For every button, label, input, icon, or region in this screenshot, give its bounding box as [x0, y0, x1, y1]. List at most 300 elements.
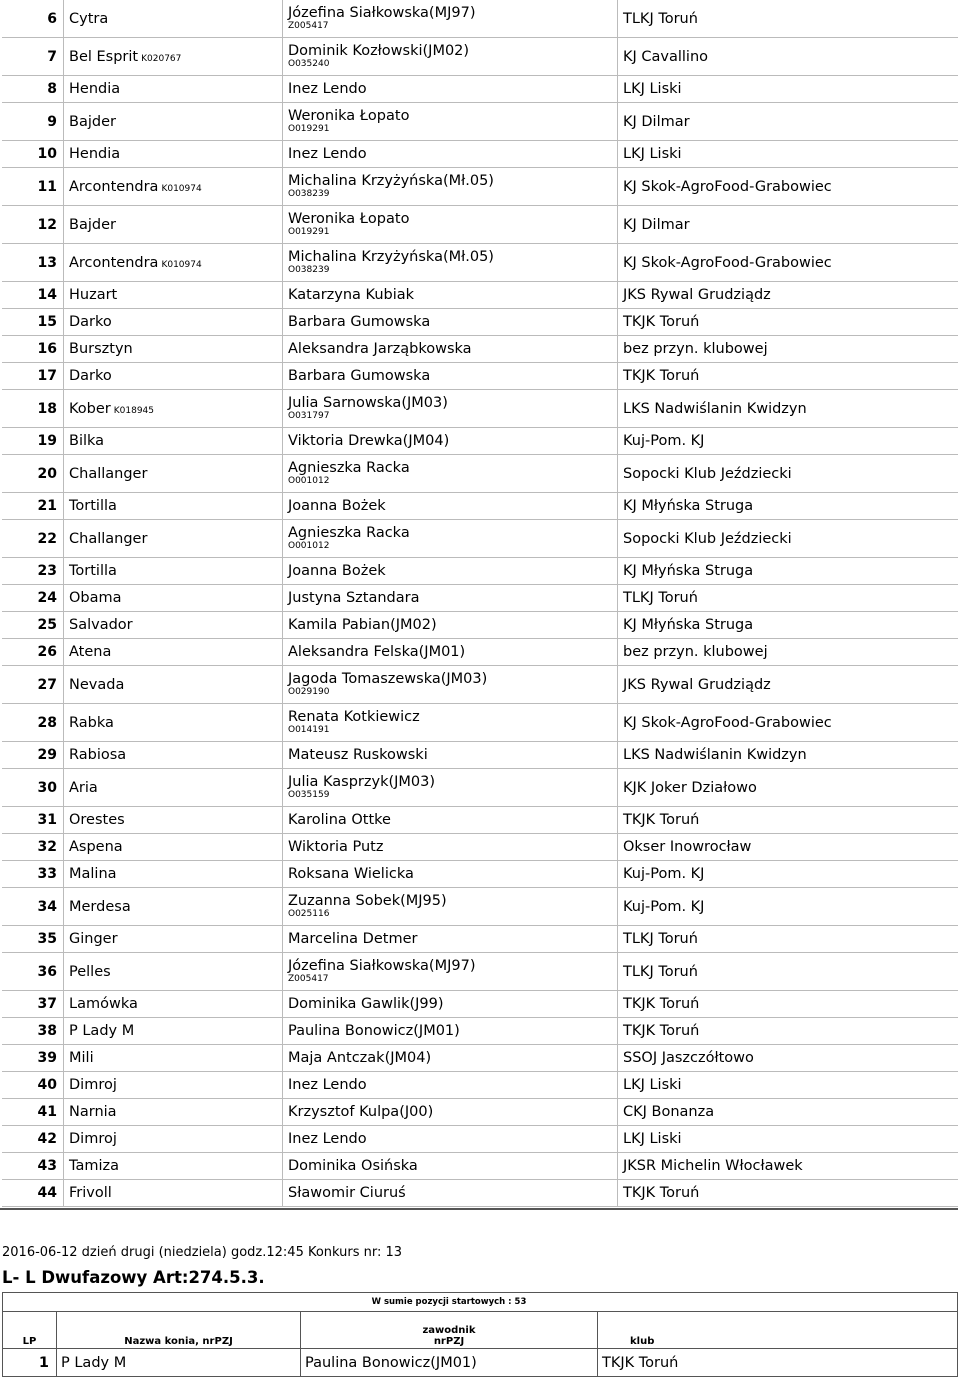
- entry-number: 8: [2, 76, 64, 103]
- table-row: [2, 363, 958, 390]
- total-entries-count: W sumie pozycji startowych : 53: [301, 1293, 598, 1312]
- rider-name: Michalina Krzyżyńska(Mł.05): [288, 173, 494, 189]
- horse-cell: [64, 926, 283, 953]
- club-name: LKJ Liski: [618, 1072, 959, 1099]
- rider-name: Józefina Siałkowska(MJ97): [288, 958, 476, 974]
- rider-name: Roksana Wielicka: [288, 866, 414, 882]
- rider-name: Marcelina Detmer: [288, 931, 418, 947]
- rider-name: Michalina Krzyżyńska(Mł.05): [288, 249, 494, 265]
- rider-cell: [283, 38, 618, 76]
- horse-name: Darko: [69, 368, 112, 384]
- club-name: Sopocki Klub Jeździecki: [618, 520, 959, 558]
- horse-name: Huzart: [69, 287, 118, 303]
- rider-name: Sławomir Ciuruś: [288, 1185, 406, 1201]
- rider-id: O035159: [288, 790, 330, 800]
- rider-cell: [283, 390, 618, 428]
- rider-cell: [283, 363, 618, 390]
- rider-name: Paulina Bonowicz(JM01): [288, 1023, 460, 1039]
- club-name: TKJK Toruń: [618, 807, 959, 834]
- rider-cell: [283, 888, 618, 926]
- table-row: [2, 861, 958, 888]
- club-name: KJ Skok-AgroFood-Grabowiec: [618, 244, 959, 282]
- entry-number: 26: [2, 639, 64, 666]
- entry-number: 41: [2, 1099, 64, 1126]
- club-name: TKJK Toruń: [598, 1349, 958, 1377]
- table-row: [2, 520, 958, 558]
- entry-number: 36: [2, 953, 64, 991]
- rider-name: Paulina Bonowicz(JM01): [301, 1349, 598, 1377]
- table-row: [2, 244, 958, 282]
- header-horse: Nazwa konia, nrPZJ: [57, 1312, 301, 1349]
- rider-cell: [283, 1126, 618, 1153]
- rider-id: O031797: [288, 411, 330, 421]
- entry-number: 33: [2, 861, 64, 888]
- rider-name: Aleksandra Jarząbkowska: [288, 341, 472, 357]
- rider-cell: [283, 666, 618, 704]
- horse-name: Obama: [69, 590, 122, 606]
- entry-number: 38: [2, 1018, 64, 1045]
- rider-cell: [283, 141, 618, 168]
- rider-name: Wiktoria Putz: [288, 839, 384, 855]
- rider-cell: [283, 612, 618, 639]
- club-name: LKS Nadwiślanin Kwidzyn: [618, 742, 959, 769]
- rider-cell: [283, 1018, 618, 1045]
- horse-cell: [64, 309, 283, 336]
- club-name: bez przyn. klubowej: [618, 639, 959, 666]
- horse-name: Bursztyn: [69, 341, 133, 357]
- horse-id: K010974: [161, 259, 202, 270]
- entry-number: 27: [2, 666, 64, 704]
- table-row: [2, 953, 958, 991]
- rider-cell: [283, 206, 618, 244]
- club-name: JKS Rywal Grudziądz: [618, 666, 959, 704]
- club-name: JKS Rywal Grudziądz: [618, 282, 959, 309]
- rider-cell: [283, 834, 618, 861]
- horse-cell: [64, 1126, 283, 1153]
- club-name: KJ Młyńska Struga: [618, 558, 959, 585]
- table-row: [2, 1153, 958, 1180]
- rider-cell: [283, 336, 618, 363]
- rider-name: Maja Antczak(JM04): [288, 1050, 432, 1066]
- horse-name: Bajder: [69, 216, 116, 233]
- horse-name: P Lady M: [57, 1349, 301, 1377]
- horse-name: Lamówka: [69, 996, 138, 1012]
- table-row: [2, 1072, 958, 1099]
- club-name: LKJ Liski: [618, 1126, 959, 1153]
- club-name: TLKJ Toruń: [618, 0, 959, 38]
- entry-number: 44: [2, 1180, 64, 1207]
- horse-cell: [64, 168, 283, 206]
- rider-cell: [283, 926, 618, 953]
- rider-id: O038239: [288, 265, 330, 275]
- rider-id: O001012: [288, 541, 330, 551]
- rider-cell: [283, 244, 618, 282]
- horse-name: Mili: [69, 1050, 94, 1066]
- entry-number: 14: [2, 282, 64, 309]
- club-name: KJ Młyńska Struga: [618, 493, 959, 520]
- rider-name: Mateusz Ruskowski: [288, 747, 428, 763]
- table-row: [2, 666, 958, 704]
- horse-name: Aspena: [69, 839, 123, 855]
- horse-cell: [64, 363, 283, 390]
- header-club: klub: [598, 1312, 958, 1349]
- table-row: [2, 141, 958, 168]
- club-name: KJ Cavallino: [618, 38, 959, 76]
- entry-number: 25: [2, 612, 64, 639]
- entry-number: 23: [2, 558, 64, 585]
- competition-table: [2, 1292, 958, 1377]
- horse-cell: [64, 76, 283, 103]
- table-row: [2, 807, 958, 834]
- table-row: [2, 455, 958, 493]
- rider-cell: [283, 1153, 618, 1180]
- rider-cell: [283, 428, 618, 455]
- horse-name: Pelles: [69, 963, 111, 980]
- rider-cell: [283, 1072, 618, 1099]
- club-name: KJ Młyńska Struga: [618, 612, 959, 639]
- table-row: [2, 991, 958, 1018]
- entry-number: 7: [2, 38, 64, 76]
- horse-cell: [64, 585, 283, 612]
- entry-number: 35: [2, 926, 64, 953]
- rider-name: Katarzyna Kubiak: [288, 287, 415, 303]
- club-name: KJK Joker Działowo: [618, 769, 959, 807]
- rider-name: Joanna Bożek: [288, 498, 386, 514]
- entry-number: 13: [2, 244, 64, 282]
- rider-id: O001012: [288, 476, 330, 486]
- rider-name: Julia Sarnowska(JM03): [288, 395, 448, 411]
- entry-number: 31: [2, 807, 64, 834]
- table-row: [2, 336, 958, 363]
- table-row: [2, 1045, 958, 1072]
- rider-cell: [283, 103, 618, 141]
- horse-cell: [64, 0, 283, 38]
- rider-cell: [283, 493, 618, 520]
- entry-number: 12: [2, 206, 64, 244]
- horse-name: Hendia: [69, 81, 121, 97]
- horse-name: Cytra: [69, 10, 109, 27]
- club-name: TLKJ Toruń: [618, 585, 959, 612]
- rider-name: Weronika Łopato: [288, 108, 410, 124]
- rider-name: Julia Kasprzyk(JM03): [288, 774, 436, 790]
- rider-name: Agnieszka Racka: [288, 525, 410, 541]
- club-name: KJ Dilmar: [618, 103, 959, 141]
- table-row: [2, 639, 958, 666]
- competition-date-line: 2016-06-12 dzień drugi (niedziela) godz.12:45 Konkurs nr: 13: [2, 1245, 403, 1260]
- entry-number: 17: [2, 363, 64, 390]
- table-row: [2, 1126, 958, 1153]
- table-row: [2, 493, 958, 520]
- horse-cell: [64, 520, 283, 558]
- entry-number: 21: [2, 493, 64, 520]
- rider-name: Krzysztof Kulpa(J00): [288, 1104, 434, 1120]
- table-row: [2, 1180, 958, 1207]
- rider-name: Justyna Sztandara: [288, 590, 420, 606]
- horse-cell: [64, 888, 283, 926]
- rider-name: Inez Lendo: [288, 1131, 367, 1147]
- entry-number: 16: [2, 336, 64, 363]
- horse-cell: [64, 493, 283, 520]
- table-row: [2, 206, 958, 244]
- club-name: SSOJ Jaszczółtowo: [618, 1045, 959, 1072]
- table-row: [2, 834, 958, 861]
- table-row: [2, 1018, 958, 1045]
- horse-cell: [64, 1153, 283, 1180]
- horse-cell: [64, 991, 283, 1018]
- rider-name: Karolina Ottke: [288, 812, 391, 828]
- entry-number: 9: [2, 103, 64, 141]
- competition-title: L- L Dwufazowy Art:274.5.3.: [2, 1268, 265, 1287]
- horse-cell: [64, 336, 283, 363]
- horse-name: Aria: [69, 779, 98, 796]
- rider-name: Barbara Gumowska: [288, 368, 431, 384]
- rider-name: Viktoria Drewka(JM04): [288, 433, 450, 449]
- rider-cell: [283, 639, 618, 666]
- horse-cell: [64, 558, 283, 585]
- rider-cell: [283, 0, 618, 38]
- horse-name: Dimroj: [69, 1131, 117, 1147]
- rider-name: Renata Kotkiewicz: [288, 709, 420, 725]
- entry-number: 42: [2, 1126, 64, 1153]
- horse-name: P Lady M: [69, 1023, 135, 1039]
- horse-cell: [64, 428, 283, 455]
- start-list-body: [2, 0, 958, 1207]
- table-row: [2, 769, 958, 807]
- horse-name: Nevada: [69, 676, 125, 693]
- rider-id: O019291: [288, 124, 330, 134]
- entry-number: 43: [2, 1153, 64, 1180]
- horse-name: Salvador: [69, 617, 133, 633]
- rider-cell: [283, 953, 618, 991]
- horse-name: Tortilla: [69, 498, 117, 514]
- entry-number: 19: [2, 428, 64, 455]
- horse-cell: [64, 103, 283, 141]
- club-name: TKJK Toruń: [618, 991, 959, 1018]
- club-name: Kuj-Pom. KJ: [618, 861, 959, 888]
- horse-cell: [64, 704, 283, 742]
- rider-name: Joanna Bożek: [288, 563, 386, 579]
- club-name: LKS Nadwiślanin Kwidzyn: [618, 390, 959, 428]
- table-row: [2, 926, 958, 953]
- club-name: TLKJ Toruń: [618, 953, 959, 991]
- horse-name: Rabiosa: [69, 747, 127, 763]
- rider-id: O029190: [288, 687, 330, 697]
- table-row: [2, 558, 958, 585]
- horse-name: Arcontendra: [69, 178, 159, 195]
- horse-cell: [64, 807, 283, 834]
- rider-name: Agnieszka Racka: [288, 460, 410, 476]
- club-name: TKJK Toruń: [618, 309, 959, 336]
- rider-cell: [283, 558, 618, 585]
- horse-cell: [64, 953, 283, 991]
- table-row: [2, 38, 958, 76]
- club-name: TLKJ Toruń: [618, 926, 959, 953]
- entry-number: 30: [2, 769, 64, 807]
- horse-name: Tortilla: [69, 563, 117, 579]
- table-row: [2, 585, 958, 612]
- horse-cell: [64, 206, 283, 244]
- header-lp: LP: [3, 1312, 57, 1349]
- horse-name: Arcontendra: [69, 254, 159, 271]
- entry-number: 15: [2, 309, 64, 336]
- horse-name: Dimroj: [69, 1077, 117, 1093]
- rider-id: O019291: [288, 227, 330, 237]
- rider-cell: [283, 807, 618, 834]
- entry-number: 10: [2, 141, 64, 168]
- entry-number: 1: [3, 1349, 57, 1377]
- rider-cell: [283, 520, 618, 558]
- horse-name: Merdesa: [69, 898, 131, 915]
- horse-name: Hendia: [69, 146, 121, 162]
- table-row: [2, 428, 958, 455]
- club-name: bez przyn. klubowej: [618, 336, 959, 363]
- horse-name: Tamiza: [69, 1158, 119, 1174]
- table-row: [3, 1349, 958, 1377]
- rider-name: Inez Lendo: [288, 146, 367, 162]
- club-name: KJ Dilmar: [618, 206, 959, 244]
- rider-name: Aleksandra Felska(JM01): [288, 644, 466, 660]
- horse-name: Challanger: [69, 465, 148, 482]
- rider-cell: [283, 769, 618, 807]
- horse-name: Frivoll: [69, 1185, 112, 1201]
- entry-number: 40: [2, 1072, 64, 1099]
- horse-name: Narnia: [69, 1104, 117, 1120]
- horse-name: Bajder: [69, 113, 116, 130]
- horse-cell: [64, 282, 283, 309]
- entry-number: 24: [2, 585, 64, 612]
- entry-number: 37: [2, 991, 64, 1018]
- entry-number: 28: [2, 704, 64, 742]
- club-name: TKJK Toruń: [618, 363, 959, 390]
- rider-name: Dominika Osińska: [288, 1158, 418, 1174]
- horse-cell: [64, 612, 283, 639]
- rider-name: Józefina Siałkowska(MJ97): [288, 5, 476, 21]
- rider-cell: [283, 1099, 618, 1126]
- horse-cell: [64, 1099, 283, 1126]
- table-row: [2, 168, 958, 206]
- table-row: [2, 103, 958, 141]
- table-row: [2, 390, 958, 428]
- competition-header-row: [3, 1312, 958, 1349]
- table-row: [2, 704, 958, 742]
- rider-name: Dominik Kozłowski(JM02): [288, 43, 470, 59]
- rider-cell: [283, 742, 618, 769]
- club-name: Kuj-Pom. KJ: [618, 428, 959, 455]
- horse-name: Malina: [69, 866, 117, 882]
- rider-id: O038239: [288, 189, 330, 199]
- header-rider: zawodnik nrPZJ: [301, 1312, 598, 1349]
- rider-cell: [283, 861, 618, 888]
- horse-cell: [64, 38, 283, 76]
- rider-cell: [283, 76, 618, 103]
- horse-cell: [64, 666, 283, 704]
- horse-cell: [64, 1018, 283, 1045]
- club-name: CKJ Bonanza: [618, 1099, 959, 1126]
- horse-name: Atena: [69, 644, 112, 660]
- rider-cell: [283, 282, 618, 309]
- club-name: KJ Skok-AgroFood-Grabowiec: [618, 704, 959, 742]
- horse-cell: [64, 834, 283, 861]
- club-name: Sopocki Klub Jeździecki: [618, 455, 959, 493]
- horse-name: Darko: [69, 314, 112, 330]
- horse-id: K010974: [161, 183, 202, 194]
- club-name: Okser Inowrocław: [618, 834, 959, 861]
- horse-name: Bilka: [69, 433, 105, 449]
- table-row: [2, 309, 958, 336]
- table-row: [2, 1099, 958, 1126]
- entry-number: 18: [2, 390, 64, 428]
- rider-cell: [283, 704, 618, 742]
- horse-cell: [64, 861, 283, 888]
- club-name: LKJ Liski: [618, 141, 959, 168]
- rider-name: Jagoda Tomaszewska(JM03): [288, 671, 488, 687]
- club-name: TKJK Toruń: [618, 1180, 959, 1207]
- rider-cell: [283, 585, 618, 612]
- rider-id: O014191: [288, 725, 330, 735]
- table-row: [2, 612, 958, 639]
- horse-name: Orestes: [69, 812, 125, 828]
- club-name: JKSR Michelin Włocławek: [618, 1153, 959, 1180]
- horse-cell: [64, 1045, 283, 1072]
- rider-name: Kamila Pabian(JM02): [288, 617, 437, 633]
- horse-cell: [64, 455, 283, 493]
- rider-id: Z005417: [288, 21, 329, 31]
- entry-number: 32: [2, 834, 64, 861]
- section-divider: [0, 1208, 958, 1210]
- rider-name: Inez Lendo: [288, 81, 367, 97]
- horse-id: K018945: [113, 405, 155, 416]
- horse-name: Bel Esprit: [69, 48, 139, 65]
- entry-number: 22: [2, 520, 64, 558]
- club-name: TKJK Toruń: [618, 1018, 959, 1045]
- start-list-table: [2, 0, 958, 1207]
- entry-number: 39: [2, 1045, 64, 1072]
- horse-name: Ginger: [69, 931, 118, 947]
- rider-name: Barbara Gumowska: [288, 314, 431, 330]
- table-row: [2, 888, 958, 926]
- rider-cell: [283, 1045, 618, 1072]
- entry-number: 34: [2, 888, 64, 926]
- entry-number: 6: [2, 0, 64, 38]
- rider-id: Z005417: [288, 974, 329, 984]
- table-row: [2, 76, 958, 103]
- horse-cell: [64, 769, 283, 807]
- rider-cell: [283, 991, 618, 1018]
- entry-number: 20: [2, 455, 64, 493]
- rider-name: Inez Lendo: [288, 1077, 367, 1093]
- rider-id: O035240: [288, 59, 330, 69]
- horse-cell: [64, 390, 283, 428]
- rider-name: Weronika Łopato: [288, 211, 410, 227]
- rider-name: Zuzanna Sobek(MJ95): [288, 893, 447, 909]
- horse-name: Kober: [69, 400, 111, 417]
- horse-cell: [64, 1180, 283, 1207]
- rider-name: Dominika Gawlik(J99): [288, 996, 444, 1012]
- horse-cell: [64, 1072, 283, 1099]
- entry-number: 11: [2, 168, 64, 206]
- rider-cell: [283, 309, 618, 336]
- horse-cell: [64, 742, 283, 769]
- horse-cell: [64, 141, 283, 168]
- rider-cell: [283, 1180, 618, 1207]
- club-name: LKJ Liski: [618, 76, 959, 103]
- horse-name: Rabka: [69, 714, 114, 731]
- rider-cell: [283, 455, 618, 493]
- rider-cell: [283, 168, 618, 206]
- horse-cell: [64, 244, 283, 282]
- club-name: KJ Skok-AgroFood-Grabowiec: [618, 168, 959, 206]
- table-row: [2, 742, 958, 769]
